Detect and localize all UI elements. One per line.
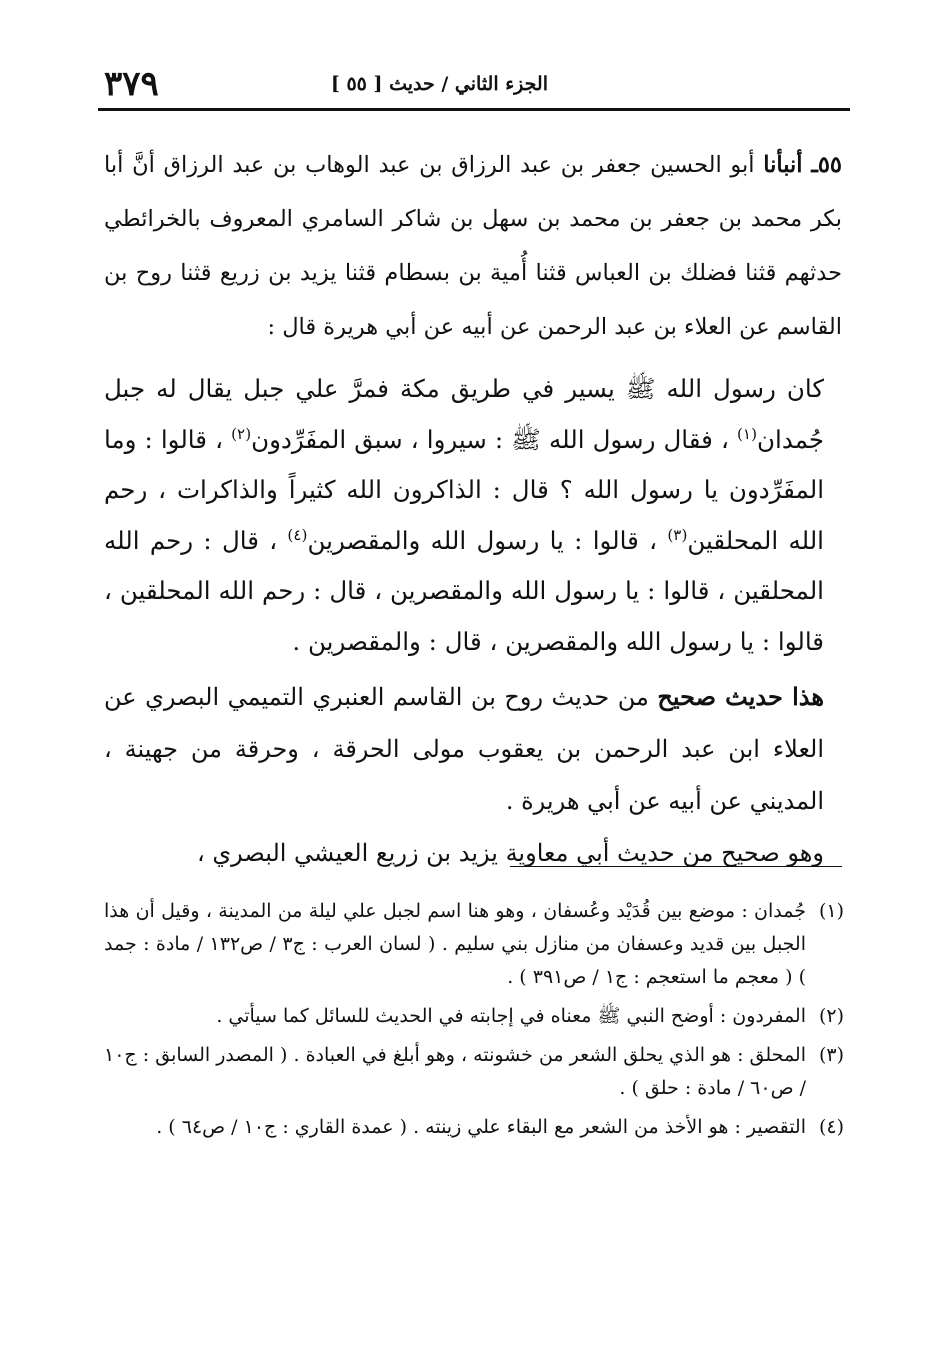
footnote-text: التقصير : هو الأخذ من الشعر مع البقاء علي زينته . ( عمدة القاري : ج١٠ / ص٦٤ ) .	[156, 1116, 806, 1138]
footnote-text: المفردون : أوضح النبي ﷺ معناه في إجابته في الحديث للسائل كما سيأتي .	[216, 1005, 806, 1027]
matn-segment: ، قال : رحم الله المحلقين ، قالوا : يا رسول الله والمقصرين ، قال : رحم الله المحلقين ، قالوا : يا رسول الله والمقصرين ، قال : والمقصرين .	[104, 525, 824, 656]
footnote-item	[104, 1000, 844, 1033]
matn-segment: ، قالوا : وما المفَرِّدون يا رسول الله ؟ قال : الذاكرون الله كثيراً والذاكرات ، رحم الله المحلقين	[104, 424, 824, 555]
footnotes	[104, 895, 844, 1150]
hadith-isnad	[104, 138, 842, 354]
footnote-ref-4[interactable]: (٤)	[287, 525, 308, 544]
hadith-number: ٥٥ـ	[811, 152, 843, 178]
footnote-ref-1[interactable]: (١)	[736, 424, 758, 443]
footnote-marker: (٣)	[818, 1044, 844, 1066]
footnote-item	[104, 1039, 844, 1105]
footnote-marker: (١)	[818, 900, 844, 922]
matn-segment: ، فقال رسول الله ﷺ : سيروا ، سبق المفَرِّدون	[251, 424, 737, 454]
footnote-text: المحلق : هو الذي يحلق الشعر من خشونته ، وهو أبلغ في العبادة . ( المصدر السابق : ج١٠ / ص٦٠ / مادة : حلق ) .	[104, 1044, 806, 1099]
page-number: ٣٧٩	[104, 64, 159, 104]
footnote-item	[104, 895, 844, 994]
footnote-ref-2[interactable]: (٢)	[231, 424, 252, 443]
footnote-ref-3[interactable]: (٣)	[667, 525, 688, 544]
footnote-marker: (٢)	[818, 1005, 844, 1027]
header-rule	[98, 108, 850, 111]
page-header	[98, 62, 848, 106]
matn-segment: ، قالوا : يا رسول الله والمقصرين	[307, 525, 668, 555]
footnote-item	[104, 1111, 844, 1144]
isnad-text: أبو الحسين جعفر بن عبد الرزاق بن عبد الوهاب بن عبد الرزاق أنَّ أبا بكر محمد بن جعفر بن محمد بن سهل بن شاكر السامري المعروف بالخرائطي حدثهم قثنا فضلك بن العباس قثنا أُمية بن بسطام قثنا يزيد بن زريع قثنا روح بن القاسم عن العلاء بن عبد الرحمن عن أبيه عن أبي هريرة قال :	[104, 152, 842, 340]
continuation-line: وهو صحيح من حديث أبي معاوية يزيد بن زريع العيشي البصري ،	[196, 839, 824, 867]
footnote-marker: (٤)	[818, 1116, 844, 1138]
running-head: الجزء الثاني / حديث [ ٥٥ ]	[330, 73, 548, 95]
verdict-bold: هذا حديث صحيح	[657, 682, 824, 711]
verdict-text: من حديث روح بن القاسم العنبري التميمي البصري عن العلاء ابن عبد الرحمن بن يعقوب مولى الحرقة ، وحرقة من جهينة ، المديني عن أبيه عن أبي هريرة .	[104, 683, 824, 815]
hadith-verdict	[104, 671, 842, 827]
main-text	[104, 138, 842, 879]
hadith-matn	[104, 364, 842, 667]
footnote-text: جُمدان : موضع بين قُدَيْد وعُسفان ، وهو هنا اسم لجبل علي ليلة من المدينة ، وقيل أن هذا الجبل بين قديد وعسفان من منازل بني سليم . ( لسان العرب : ج٣ / ص١٣٢ / مادة : جمد ) ( معجم ما استعجم : ج١ / ص٣٩١ ) .	[104, 900, 807, 988]
matn-segment: كان رسول الله ﷺ يسير في طريق مكة فمرَّ علي جبل يقال له جبل جُمدان	[104, 374, 824, 454]
footnote-rule	[510, 866, 842, 867]
isnad-lead-word: أنبأنا	[763, 152, 803, 178]
